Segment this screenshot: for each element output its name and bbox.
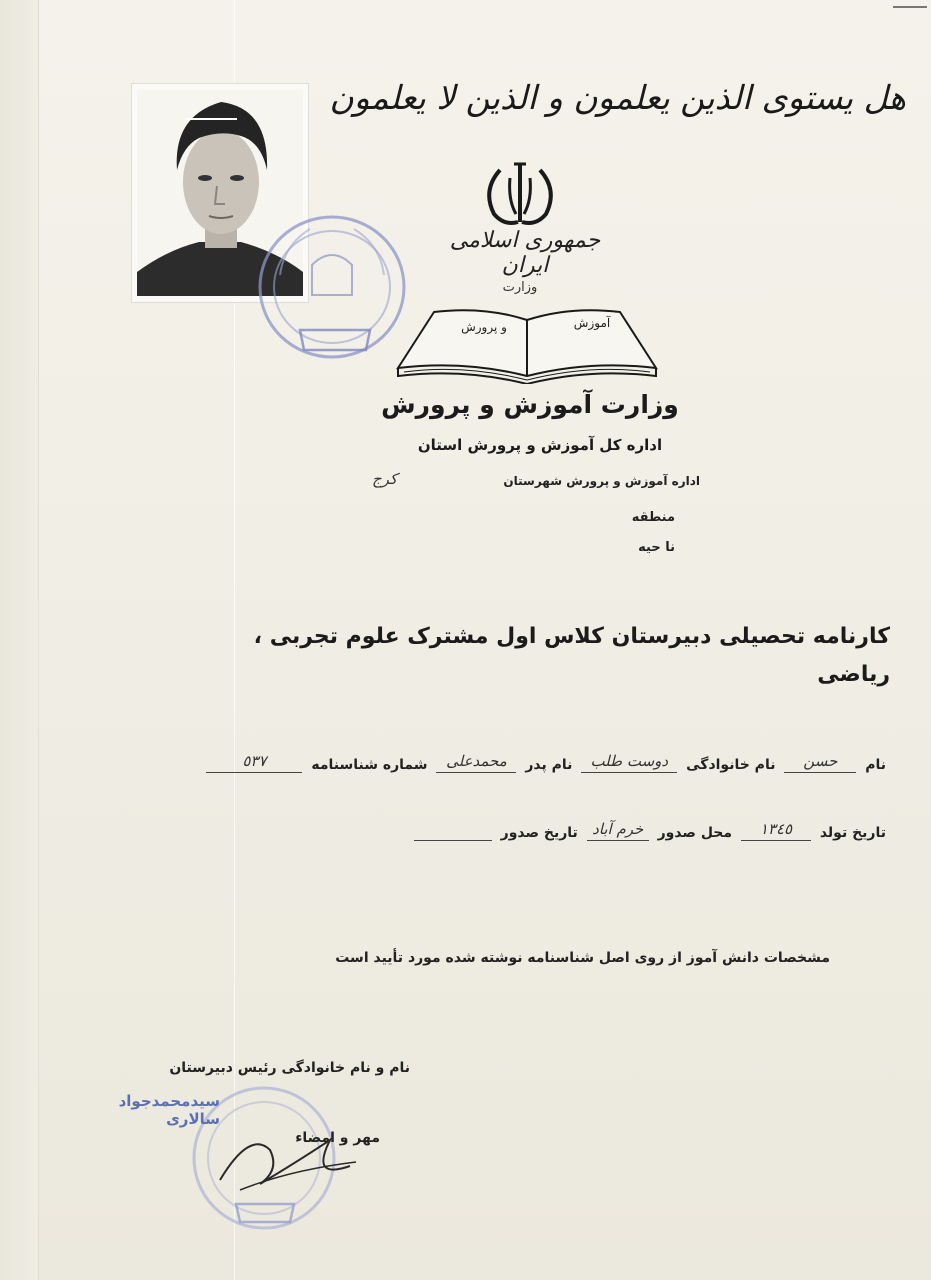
paper-fold [0, 0, 39, 1280]
name-value: حسن [784, 752, 856, 773]
region-label: منطقه [631, 510, 675, 525]
signature-icon [210, 1110, 360, 1200]
report-title: کارنامه تحصیلی دبیرستان کلاس اول مشترک علوم تجربی ، ریاضی [253, 624, 890, 687]
city-handwritten: کرج [372, 470, 398, 488]
school-stamp-icon [250, 205, 410, 370]
emblem-icon [478, 160, 562, 230]
id-value: ٥٣٧ [206, 752, 302, 773]
principal-label: نام و نام خانوادگی رئیس دبیرستان [169, 1060, 410, 1076]
id-label: شماره شناسنامه [311, 757, 428, 773]
corner-mark [893, 6, 927, 8]
sign-label: مهر و امضاء [295, 1130, 380, 1146]
book-label-right: آموزش [573, 316, 611, 330]
place-label: محل صدور [657, 825, 733, 841]
ministry-title: وزارت آموزش و پرورش [381, 390, 679, 419]
birth-value: ١٣٤٥ [741, 820, 811, 841]
name-label: نام [865, 757, 886, 773]
ministry-short: وزارت [502, 280, 538, 295]
issue-value [414, 820, 492, 841]
republic-title: جمهوری اسلامی ایران [449, 228, 601, 278]
birth-label: تاریخ تولد [819, 825, 886, 841]
confirmation-text: مشخصات دانش آموز از روی اصل شناسنامه نوشته شده مورد تأیید است [335, 950, 830, 966]
place-value: خرم آباد [587, 820, 649, 841]
family-label: نام خانوادگی [686, 757, 776, 773]
father-label: نام پدر [525, 757, 573, 773]
district-label: نا حیه [638, 540, 675, 555]
quran-verse: هل یستوی الذین یعلمون و الذین لا یعلمون [329, 78, 906, 117]
general-office-title: اداره کل آموزش و پرورش استان [417, 436, 663, 454]
book-label-left: و پرورش [461, 320, 507, 334]
father-value: محمدعلی [436, 752, 516, 773]
student-row-2 [410, 820, 886, 841]
principal-stamp-name: سیدمحمدجواد سالاری [118, 1092, 220, 1128]
city-office-title: اداره آموزش و پرورش شهرستان [503, 474, 700, 488]
student-row-1 [202, 752, 886, 773]
issue-label: تاریخ صدور [500, 825, 578, 841]
family-value: دوست‌ طلب [581, 752, 677, 773]
